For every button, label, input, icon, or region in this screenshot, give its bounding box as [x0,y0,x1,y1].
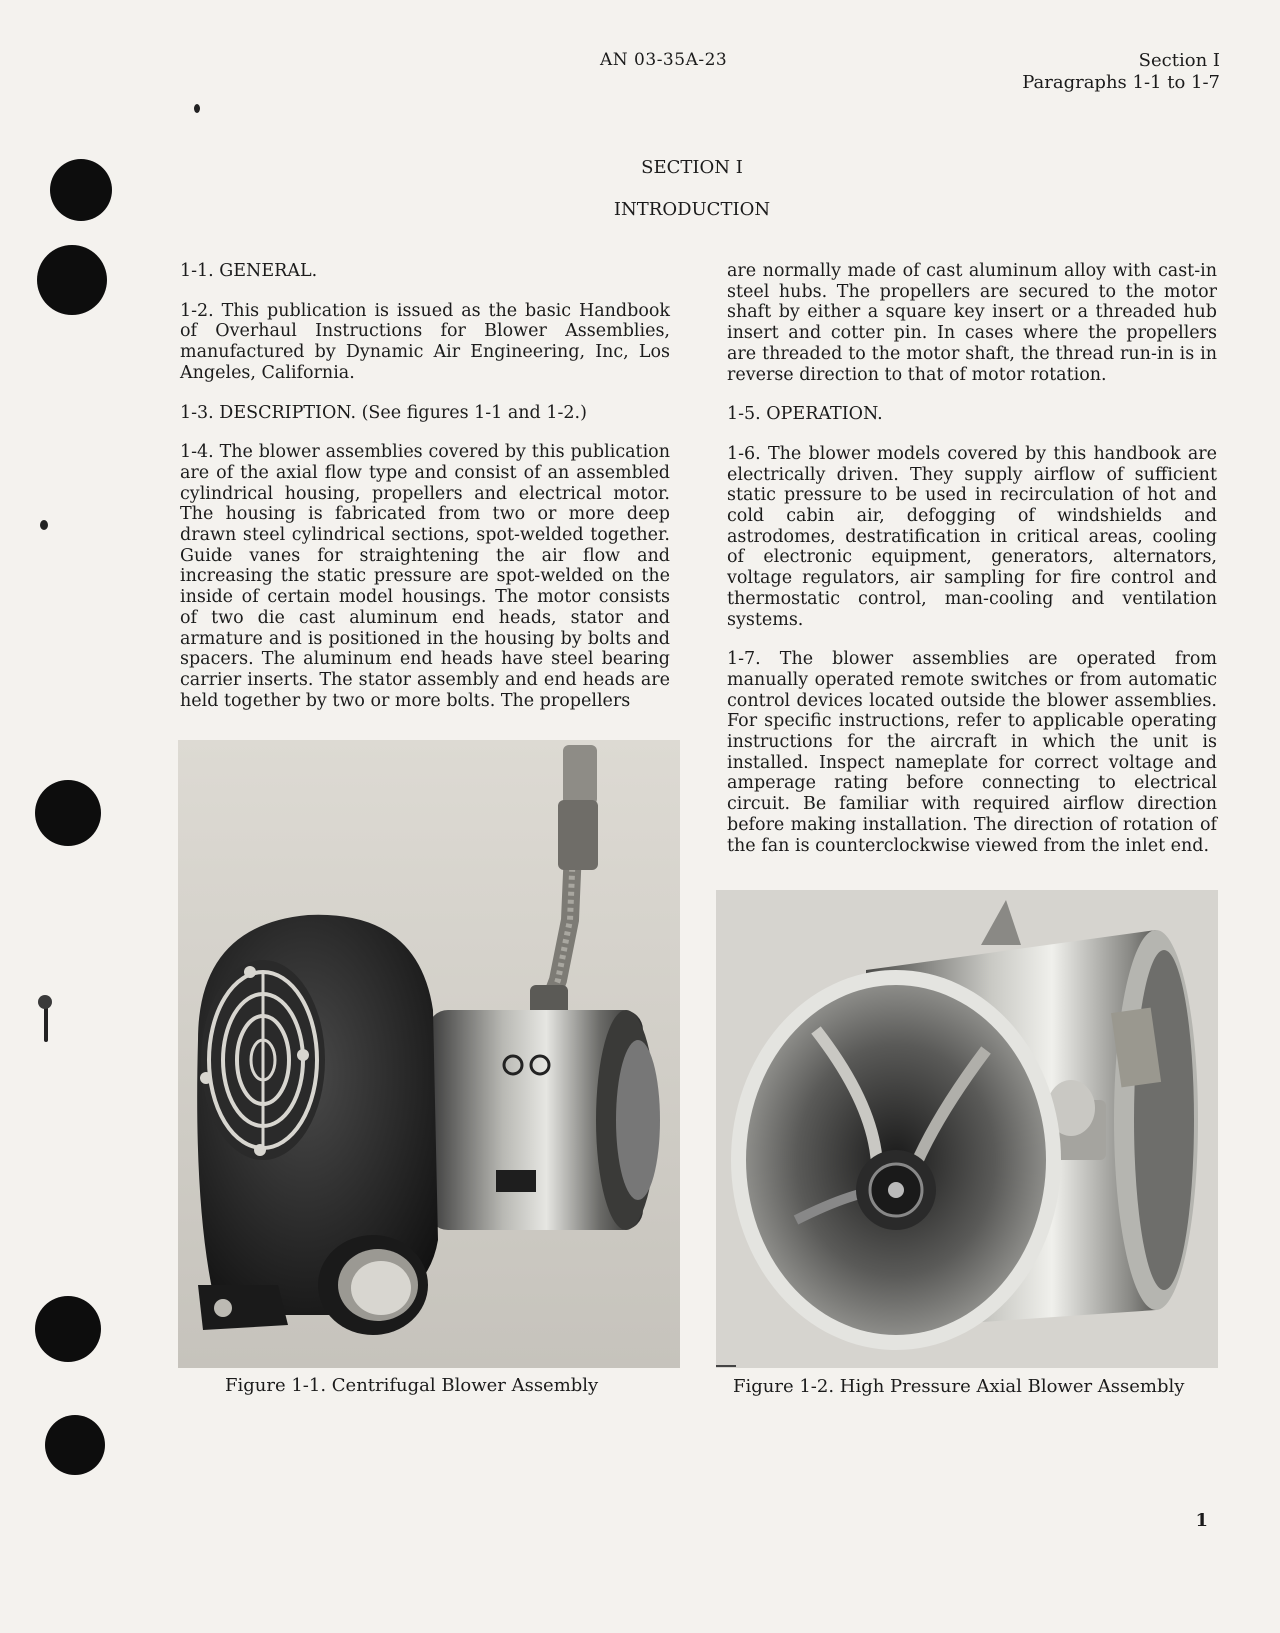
right-column [727,261,1217,875]
paragraph-1-1: 1-1. GENERAL. [180,261,318,281]
page-mark [194,104,200,113]
document-number: AN 03-35A-23 [600,50,728,70]
paragraph-range: Paragraphs 1-1 to 1-7 [1022,72,1220,93]
figure-1-2-photo [716,890,1218,1368]
binder-hole [35,1296,101,1362]
figure-1-2-caption: Figure 1-2. High Pressure Axial Blower Assembly [733,1376,1185,1397]
page-number: 1 [1195,1510,1208,1531]
paragraph-1-4: 1-4. The blower assemblies covered by this publication are of the axial flow type and consist of an assembled cylindrical housing, propellers and electrical motor. The housing is fabricated from two or more deep drawn steel cylindrical sections, spot-welded together. Guide vanes for straightening the air flow and increasing the static pressure are spot-welded on the inside of certain model housings. The motor consists of two die cast aluminum end heads, stator and armature and is positioned in the housing by bolts and spacers. The aluminum end heads have steel bearing carrier inserts. The stator assembly and end heads are held together by two or more bolts. The propellers [180,442,670,711]
centrifugal-blower-illustration [178,740,680,1368]
paragraph-1-2: 1-2. This publication is issued as the basic Handbook of Overhaul Instructions for Blower Assemblies, manufactured by Dynamic Air Engineering, Inc, Los Angeles, California. [180,300,670,383]
paragraph-1-7: 1-7. The blower assemblies are operated from manually operated remote switches or from automatic control devices located outside the blower assemblies. For specific instructions, refer to applicable operating instructions for the aircraft in which the unit is installed. Inspect nameplate for correct voltage and amperage rating before connecting to electrical circuit. Be familiar with required airflow direction before making installation. The direction of rotation of the fan is counterclockwise viewed from the inlet end. [727,649,1217,856]
paragraph-1-6: 1-6. The blower models covered by this handbook are electrically driven. They supply airflow of sufficient static pressure to be used in recirculation of hot and cold cabin air, defogging of windshields and astrodomes, destratification in critical areas, cooling of electronic equipment, generators, alternators, voltage regulators, air sampling for fire control and thermostatic control, man-cooling and ventilation systems. [727,443,1217,630]
binder-hole [37,245,107,315]
paragraph-1-3: 1-3. DESCRIPTION. (See figures 1-1 and 1-2.) [180,402,587,423]
figure-1-1-caption: Figure 1-1. Centrifugal Blower Assembly [225,1375,599,1396]
figure-1-1-photo [178,740,680,1368]
axial-blower-illustration [716,890,1218,1368]
left-column [180,261,670,730]
section-title: SECTION I [641,157,743,178]
section-subtitle: INTRODUCTION [613,199,771,220]
page-mark [38,995,52,1009]
paragraph-1-4-continued: are normally made of cast aluminum alloy with cast-in steel hubs. The propellers are secured to the motor shaft by either a square key insert or a threaded hub insert and cotter pin. In cases where the propellers are threaded to the motor shaft, the thread run-in is in reverse direction to that of motor rotation. [727,261,1217,385]
section-label: Section I [1138,50,1220,71]
paragraph-1-5: 1-5. OPERATION. [727,404,883,425]
page-mark [40,520,48,530]
binder-hole [35,780,101,846]
section-header [1022,50,1220,94]
binder-hole [45,1415,105,1475]
